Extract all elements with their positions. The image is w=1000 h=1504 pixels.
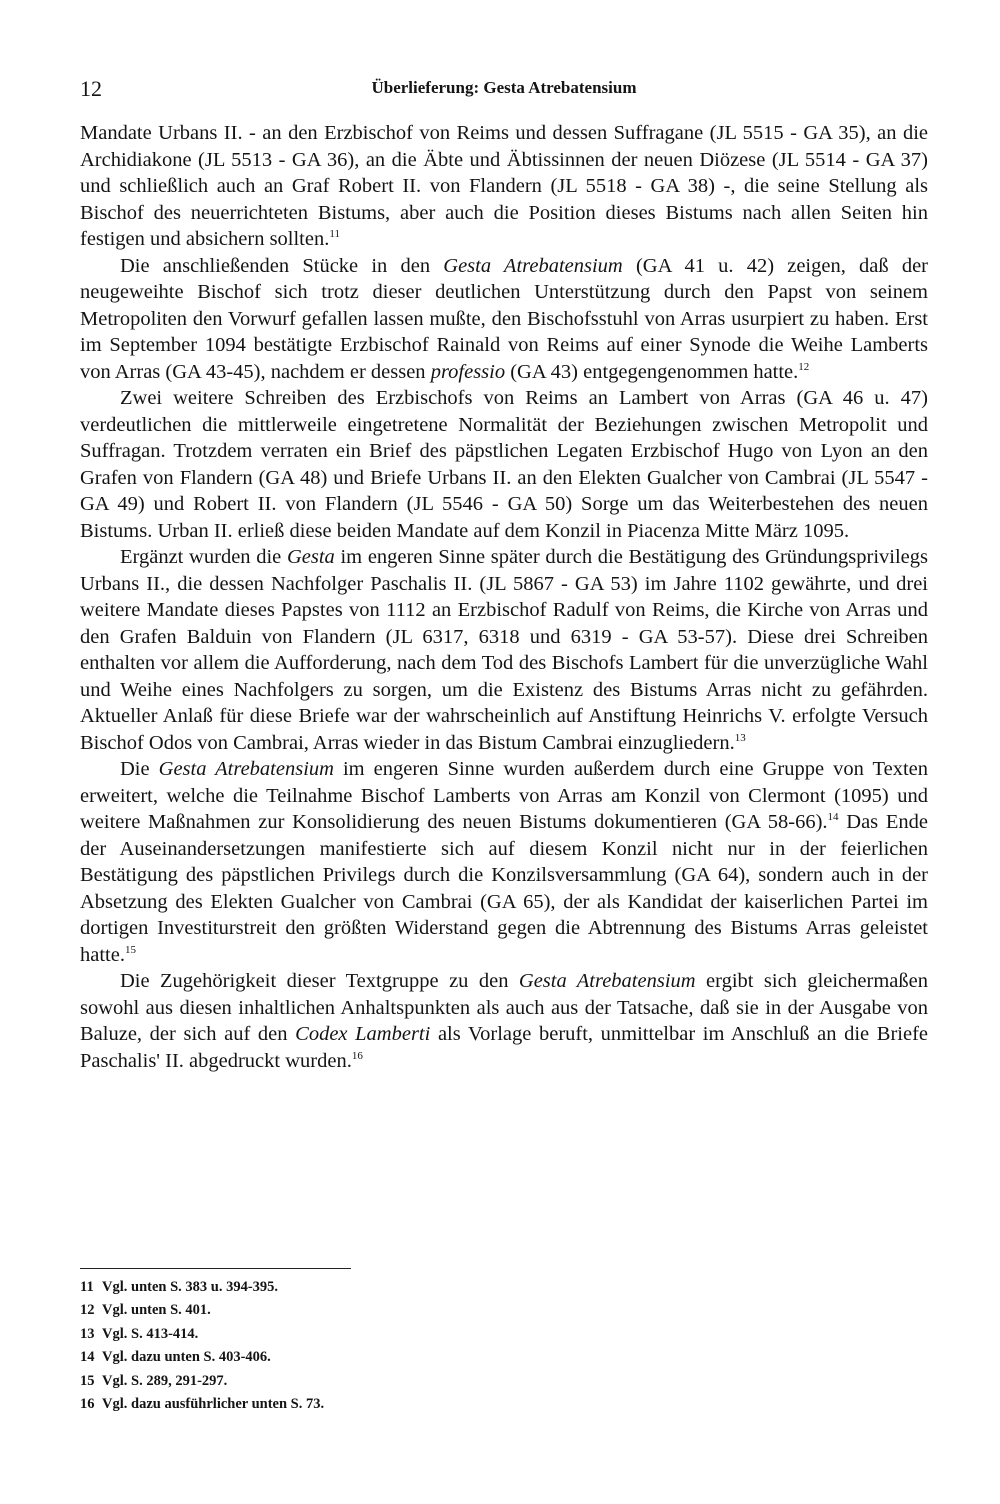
- italic-title: Gesta Atrebatensium: [518, 970, 696, 992]
- footnote: [80, 1370, 680, 1393]
- text-run: Mandate Urbans II. - an den Erzbischof von Reims und dessen Suffragane (JL 5515 - GA 35), an die Archidiakone (JL 5513 - GA 36), an die Äbte und Äbtissinnen der neuen Diözese (JL 5514 - GA 37) und schließlich auch an Graf Robert II. von Flandern (JL 5518 - GA 38) -, die seine Stellung als Bischof des neuerrichteten Bistums, aber auch die Position dieses Bistums nach allen Seiten hin festigen und absichern sollten.: [80, 122, 928, 250]
- footnote-reference: 11: [329, 228, 340, 240]
- italic-title: Codex Lamberti: [295, 1023, 431, 1045]
- body-paragraph: [80, 385, 928, 544]
- footnote-reference: 12: [798, 360, 810, 373]
- footnote-number: 11: [80, 1279, 94, 1295]
- text-run: Die anschließenden Stücke in den: [120, 254, 444, 277]
- footnote-text: Vgl. S. 289, 291-297.: [102, 1372, 228, 1389]
- body-paragraph: [80, 544, 928, 756]
- text-run: Das Ende der Auseinandersetzungen manifestierte sich auf diesem Konzil nicht nur in der feierlichen Bestätigung des päpstlichen Privilegs durch die Konzilsversammlung (GA 64), sondern auch in der Absetzung des Elekten Gualcher von Cambrai (GA 65), der als Kandidat der kaiserlichen Partei im dortigen Investiturstreit den größten Widerstand gegen die Abtrennung des Bistums Arras geleistet hatte.: [80, 811, 928, 966]
- italic-title: professio: [430, 360, 506, 383]
- footnote-reference: 14: [827, 811, 839, 823]
- text-run: im engeren Sinne später durch die Bestätigung des Gründungsprivilegs Urbans II., die dessen Nachfolger Paschalis II. (JL 5867 - GA 53) im Jahre 1102 gewährte, und drei weitere Mandate dieses Papstes von 1112 an Erzbischof Radulf von Reims, die Kirche von Arras und den Grafen Balduin von Flandern (JL 6317, 6318 und 6319 - GA 53-57). Diese drei Schreiben enthalten vor allem die Aufforderung, nach dem Tod des Bischofs Lambert für die unverzügliche Wahl und Weihe eines Nachfolgers zu sorgen, um die Existenz des Bistums Arras nicht zu gefährden. Aktueller Anlaß für diese Briefe war der wahrscheinlich auf Anstiftung Heinrichs V. erfolgte Versuch Bischof Odos von Cambrai, Arras wieder in das Bistum Cambrai einzugliedern.: [80, 546, 928, 754]
- footnote-number: 12: [80, 1302, 95, 1319]
- footnote: [80, 1323, 680, 1346]
- footnote-number: 14: [80, 1349, 95, 1366]
- italic-title: Gesta Atrebatensium: [158, 758, 334, 780]
- text-run: (GA 41 u. 42) zeigen, daß der neugeweihte Bischof sich trotz dieser deutlichen Unterstützung durch den Papst von seinem Metropoliten den Vorwurf gefallen lassen mußte, den Bischofsstuhl von Arras usurpiert zu haben. Erst im September 1094 bestätigte Erzbischof Rainald von Reims auf einer Synode die Weihe Lamberts von Arras (GA 43-45), nachdem er dessen: [80, 254, 929, 383]
- footnote-number: 15: [80, 1372, 95, 1389]
- italic-title: Gesta Atrebatensium: [443, 254, 623, 277]
- footnote: [80, 1276, 680, 1299]
- body-text: [80, 120, 928, 1074]
- text-run: Die: [120, 758, 159, 780]
- footnote-number: 16: [80, 1396, 95, 1413]
- body-paragraph: [80, 968, 928, 1074]
- body-paragraph: [80, 756, 928, 968]
- footnote-text: Vgl. dazu ausführlicher unten S. 73.: [102, 1396, 325, 1413]
- footnote-text: Vgl. unten S. 383 u. 394-395.: [102, 1279, 279, 1295]
- text-run: im engeren Sinne wurden außerdem durch eine Gruppe von Texten erweitert, welche die Teilnahme Bischof Lamberts von Arras am Konzil von Clermont (1095) und weitere Maßnahmen zur Konsolidierung des neuen Bistums dokumentieren (GA 58-66).: [80, 758, 929, 833]
- footnote: [80, 1299, 680, 1322]
- text-run: Ergänzt wurden die: [120, 546, 287, 568]
- body-paragraph: [80, 120, 928, 253]
- body-paragraph: [80, 253, 928, 386]
- footnote: [80, 1393, 680, 1416]
- text-run: als Vorlage beruft, unmittelbar im Anschluß an die Briefe Paschalis' II. abgedruckt wurden.: [80, 1023, 928, 1072]
- italic-title: Gesta: [286, 546, 335, 568]
- page-header: [80, 76, 928, 100]
- footnotes: [80, 1276, 680, 1416]
- footnote-reference: 16: [351, 1049, 363, 1062]
- footnote-number: 13: [80, 1325, 95, 1342]
- text-run: Zwei weitere Schreiben des Erzbischofs von Reims an Lambert von Arras (GA 46 u. 47) verdeutlichen die mittlerweile eingetretene Normalität der Beziehungen zwischen Metropolit und Suffragan. Trotzdem verraten ein Brief des päpstlichen Legaten Erzbischof Hugo von Lyon an den Grafen von Flandern (GA 48) und Briefe Urbans II. an den Elekten Gualcher von Cambrai (JL 5547 - GA 49) und Robert II. von Flandern (JL 5546 - GA 50) Sorge um das Weiterbestehen des neuen Bistums. Urban II. erließ diese beiden Mandate auf dem Konzil in Piacenza Mitte März 1095.: [80, 387, 928, 542]
- text-run: Die Zugehörigkeit dieser Textgruppe zu den: [120, 970, 519, 992]
- footnote-text: Vgl. S. 413-414.: [102, 1325, 199, 1342]
- page-number: 12: [80, 76, 102, 101]
- footnote: [80, 1346, 680, 1369]
- footnote-text: Vgl. dazu unten S. 403-406.: [102, 1349, 271, 1366]
- footnote-divider: [80, 1268, 351, 1269]
- text-run: (GA 43) entgegengenommen hatte.: [505, 360, 799, 383]
- text-run: ergibt sich gleichermaßen sowohl aus diesen inhaltlichen Anhaltspunkten als auch aus der Tatsache, daß sie in der Ausgabe von Baluze, der sich auf den: [80, 970, 928, 1045]
- footnote-reference: 15: [124, 943, 136, 956]
- running-title: Überlieferung: Gesta Atrebatensium: [371, 78, 637, 97]
- footnote-text: Vgl. unten S. 401.: [102, 1302, 211, 1319]
- footnote-reference: 13: [734, 731, 746, 744]
